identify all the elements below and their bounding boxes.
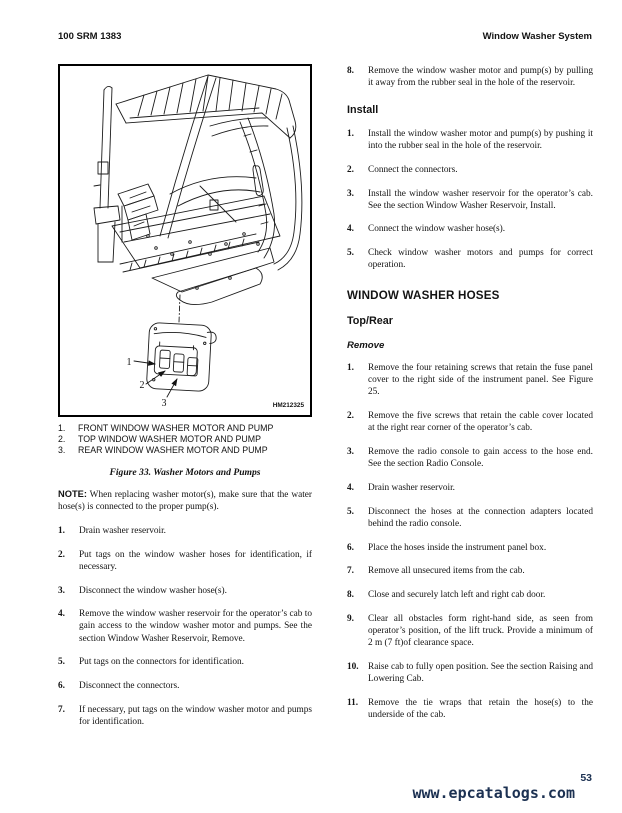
- heading-window-washer-hoses: WINDOW WASHER HOSES: [347, 288, 500, 302]
- step-item: [347, 565, 593, 577]
- step-text: Disconnect the window washer hose(s).: [79, 585, 227, 596]
- step-item: [347, 188, 593, 212]
- step-item: [347, 164, 593, 176]
- step-text: Remove the window washer reservoir for the operator’s cab to gain access to the window washer motor and pumps. See the section Window Washer Reservoir, Remove.: [79, 609, 312, 644]
- step-number: 9.: [347, 613, 354, 624]
- figure-legend: [58, 423, 312, 456]
- step-number: 2.: [347, 164, 354, 175]
- step-text: Clear all obstacles form right-hand side, as seen from operator’s position, of the lift truck. Provide a minimum of 2 m (7 ft)of clearance space.: [368, 613, 593, 649]
- heading-install: Install: [347, 104, 379, 117]
- step-text: Drain washer reservoir.: [79, 525, 166, 536]
- step-text: Put tags on the window washer hoses for identification, if necessary.: [79, 549, 312, 572]
- note-paragraph: [58, 488, 312, 513]
- figure-callout-3: 3: [161, 398, 167, 409]
- step-number: 4.: [347, 482, 354, 493]
- step-number: 2.: [58, 549, 65, 560]
- legend-item: [58, 445, 312, 456]
- step-text: If necessary, put tags on the window washer motor and pumps for identification.: [79, 704, 312, 727]
- cab-line-art: [94, 75, 302, 397]
- step-item: [58, 704, 312, 728]
- legend-label: FRONT WINDOW WASHER MOTOR AND PUMP: [78, 423, 274, 433]
- legend-item: [58, 423, 312, 434]
- heading-remove: Remove: [347, 339, 385, 351]
- legend-label: TOP WINDOW WASHER MOTOR AND PUMP: [78, 434, 261, 444]
- remove-steps-right: [347, 362, 593, 721]
- step-text: Raise cab to fully open position. See the section Raising and Lowering Cab.: [368, 661, 593, 684]
- step-text: Drain washer reservoir.: [368, 482, 455, 493]
- step-number: 1.: [347, 363, 354, 374]
- step-text: Remove the radio console to gain access to the hose end. See the section Radio Console.: [368, 447, 593, 470]
- step-item: [347, 589, 593, 601]
- watermark-link[interactable]: www.epcatalogs.com: [412, 784, 575, 802]
- step-number: 3.: [347, 447, 354, 458]
- legend-number: 1.: [58, 423, 66, 433]
- step-text: Remove the four retaining screws that retain the fuse panel cover to the right side of the instrument panel. See Figure 25.: [368, 363, 593, 398]
- step-item: [347, 661, 593, 685]
- step-item: [58, 656, 312, 668]
- step-item: [347, 446, 593, 470]
- step-text: Put tags on the connectors for identification.: [79, 657, 244, 668]
- step-item: [58, 525, 312, 537]
- legend-number: 2.: [58, 434, 66, 444]
- heading-top-rear: Top/Rear: [347, 314, 393, 327]
- step-item: [347, 542, 593, 554]
- step-item: [347, 410, 593, 434]
- step-item: [347, 128, 593, 152]
- step-item: [347, 613, 593, 650]
- step-item: [58, 585, 312, 597]
- header-doc-code: 100 SRM 1383: [58, 31, 122, 42]
- figure-callout-2: 2: [139, 380, 145, 391]
- step-number: 11.: [347, 697, 359, 708]
- step-item: [347, 362, 593, 399]
- step-number: 3.: [347, 188, 354, 199]
- step-number: 2.: [347, 411, 354, 422]
- figure-image-code: HM212325: [272, 402, 304, 409]
- legend-item: [58, 434, 312, 445]
- step-text: Install the window washer motor and pump(s) by pushing it into the rubber seal in the hole of the reservoir.: [368, 128, 593, 152]
- page-number: 53: [580, 772, 592, 784]
- step-number: 5.: [58, 657, 65, 668]
- step-text: Connect the window washer hose(s).: [368, 224, 506, 235]
- figure-33-box: [58, 64, 312, 417]
- step-number: 5.: [347, 248, 354, 259]
- step-number: 4.: [58, 609, 65, 620]
- step-number: 7.: [58, 704, 65, 715]
- figure-caption: Figure 33. Washer Motors and Pumps: [109, 467, 261, 478]
- step-number: 8.: [347, 66, 354, 76]
- note-text: When replacing washer motor(s), make sure that the water hose(s) is connected to the proper pump(s).: [58, 490, 312, 513]
- left-column: [58, 64, 312, 728]
- step-number: 7.: [347, 566, 354, 577]
- right-column: [347, 57, 593, 721]
- step-number: 5.: [347, 506, 354, 517]
- step-item: [347, 223, 593, 235]
- step-text: Place the hoses inside the instrument panel box.: [368, 542, 547, 553]
- step-text: Remove all unsecured items from the cab.: [368, 566, 525, 577]
- step-text: Disconnect the hoses at the connection adapters located behind the radio console.: [368, 506, 593, 529]
- step-text: Remove the tie wraps that retain the hose(s) to the underside of the cab.: [368, 697, 593, 720]
- step-text: Disconnect the connectors.: [79, 681, 180, 692]
- step-number: 8.: [347, 589, 354, 600]
- cab-illustration: [60, 66, 310, 415]
- remove-steps-left: [58, 525, 312, 728]
- install-steps: [347, 128, 593, 272]
- step-text: Connect the connectors.: [368, 164, 458, 175]
- step-number: 6.: [58, 681, 65, 692]
- step-text: Close and securely latch left and right cab door.: [368, 589, 546, 600]
- step-number: 10.: [347, 661, 359, 672]
- step-item: [58, 549, 312, 573]
- legend-number: 3.: [58, 445, 66, 455]
- step-item: [347, 482, 593, 494]
- step-number: 3.: [58, 585, 65, 596]
- step-number: 6.: [347, 542, 354, 553]
- step-item: [347, 506, 593, 530]
- step-text: Remove the five screws that retain the cable cover located at the right rear corner of the operator’s cab.: [368, 411, 593, 434]
- step-number: 4.: [347, 224, 354, 235]
- step-text: Remove the window washer motor and pump(s) by pulling it away from the rubber seal in the hole of the reservoir.: [368, 66, 593, 89]
- step-item: [347, 697, 593, 721]
- step-text: Check window washer motors and pumps for correct operation.: [368, 248, 593, 271]
- note-label: NOTE:: [58, 489, 87, 499]
- step-item: [58, 608, 312, 645]
- figure-callout-1: 1: [126, 357, 132, 368]
- header-section-title: Window Washer System: [482, 31, 592, 42]
- step-item: [347, 65, 593, 89]
- step-item: [347, 247, 593, 271]
- legend-label: REAR WINDOW WASHER MOTOR AND PUMP: [78, 445, 268, 455]
- step-number: 1.: [347, 128, 354, 139]
- step-text: Install the window washer reservoir for the operator’s cab. See the section Window Washer Reservoir, Install.: [368, 188, 593, 211]
- step-item: [58, 680, 312, 692]
- page-header: [58, 31, 592, 42]
- step-number: 1.: [58, 525, 65, 536]
